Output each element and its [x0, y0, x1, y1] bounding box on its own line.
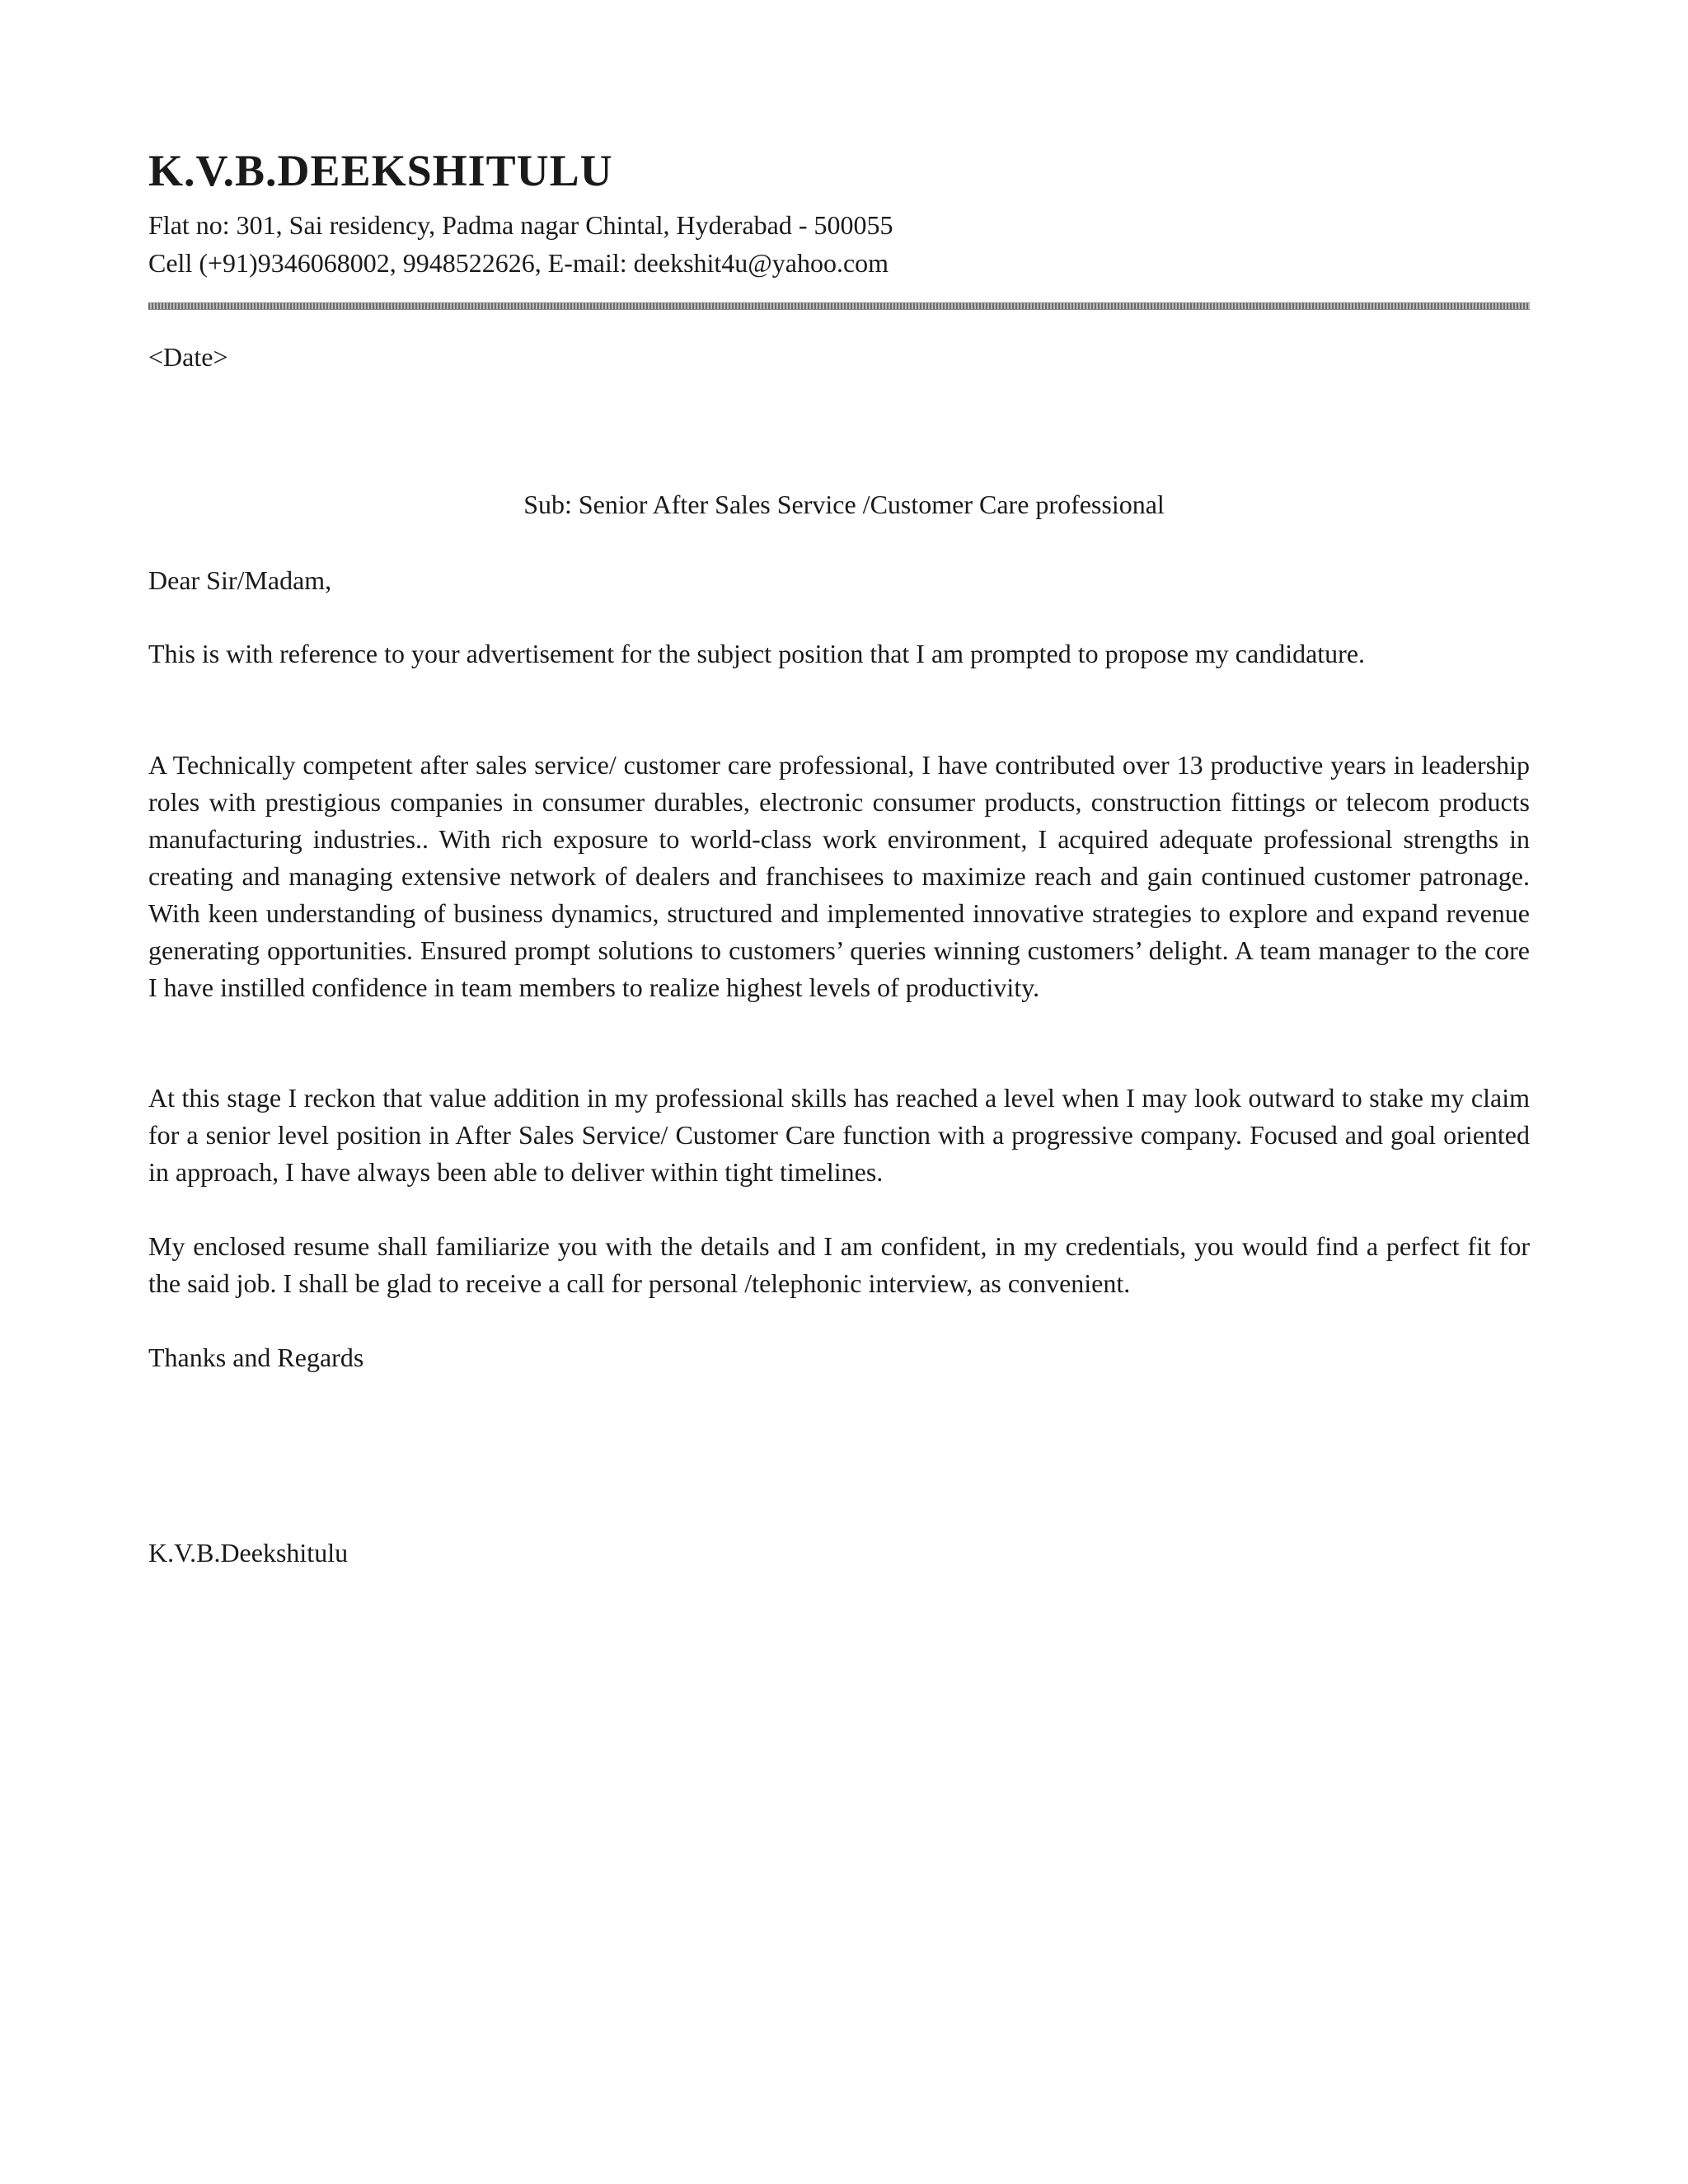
sender-name: K.V.B.DEEKSHITULU — [148, 146, 613, 195]
letter-subject: Sub: Senior After Sales Service /Customer Care professional — [523, 490, 1165, 519]
header-divider — [148, 302, 1530, 310]
paragraph-experience: A Technically competent after sales service/ customer care professional, I have contributed over 13 productive years in leadership roles with prestigious companies in consumer durables, electronic consumer products, construction fittings or telecom products manufacturing industries.. With rich exposure to world-class work environment, I acquired adequate professional strengths in creating and managing extensive network of dealers and franchisees to maximize reach and gain continued customer patronage. With keen understanding of business dynamics, structured and implemented innovative strategies to explore and expand revenue generating opportunities. Ensured prompt solutions to customers’ queries winning customers’ delight. A team manager to the core I have instilled confidence in team members to realize highest levels of productivity. — [148, 750, 1530, 1002]
paragraph-closing-request: My enclosed resume shall familiarize you with the details and I am confident, in my credentials, you would find a perfect fit for the said job. I shall be glad to receive a call for personal /telephonic interview, as convenient. — [148, 1231, 1530, 1298]
paragraph-intro: This is with reference to your advertisement for the subject position that I am prompted to propose my candidature. — [148, 639, 1366, 668]
sender-contact: Cell (+91)9346068002, 9948522626, E-mail: deekshit4u@yahoo.com — [148, 248, 889, 278]
paragraph-objective: At this stage I reckon that value addition in my professional skills has reached a level when I may look outward to stake my claim for a senior level position in After Sales Service/ Customer Care function with a progressive company. Focused and goal oriented in approach, I have always been able to deliver within tight timelines. — [148, 1083, 1530, 1187]
letter-date: <Date> — [148, 342, 228, 372]
signature-name: K.V.B.Deekshitulu — [148, 1538, 349, 1568]
closing-line: Thanks and Regards — [148, 1343, 364, 1372]
sender-address: Flat no: 301, Sai residency, Padma nagar Chintal, Hyderabad - 500055 — [148, 210, 893, 240]
salutation: Dear Sir/Madam, — [148, 565, 332, 595]
